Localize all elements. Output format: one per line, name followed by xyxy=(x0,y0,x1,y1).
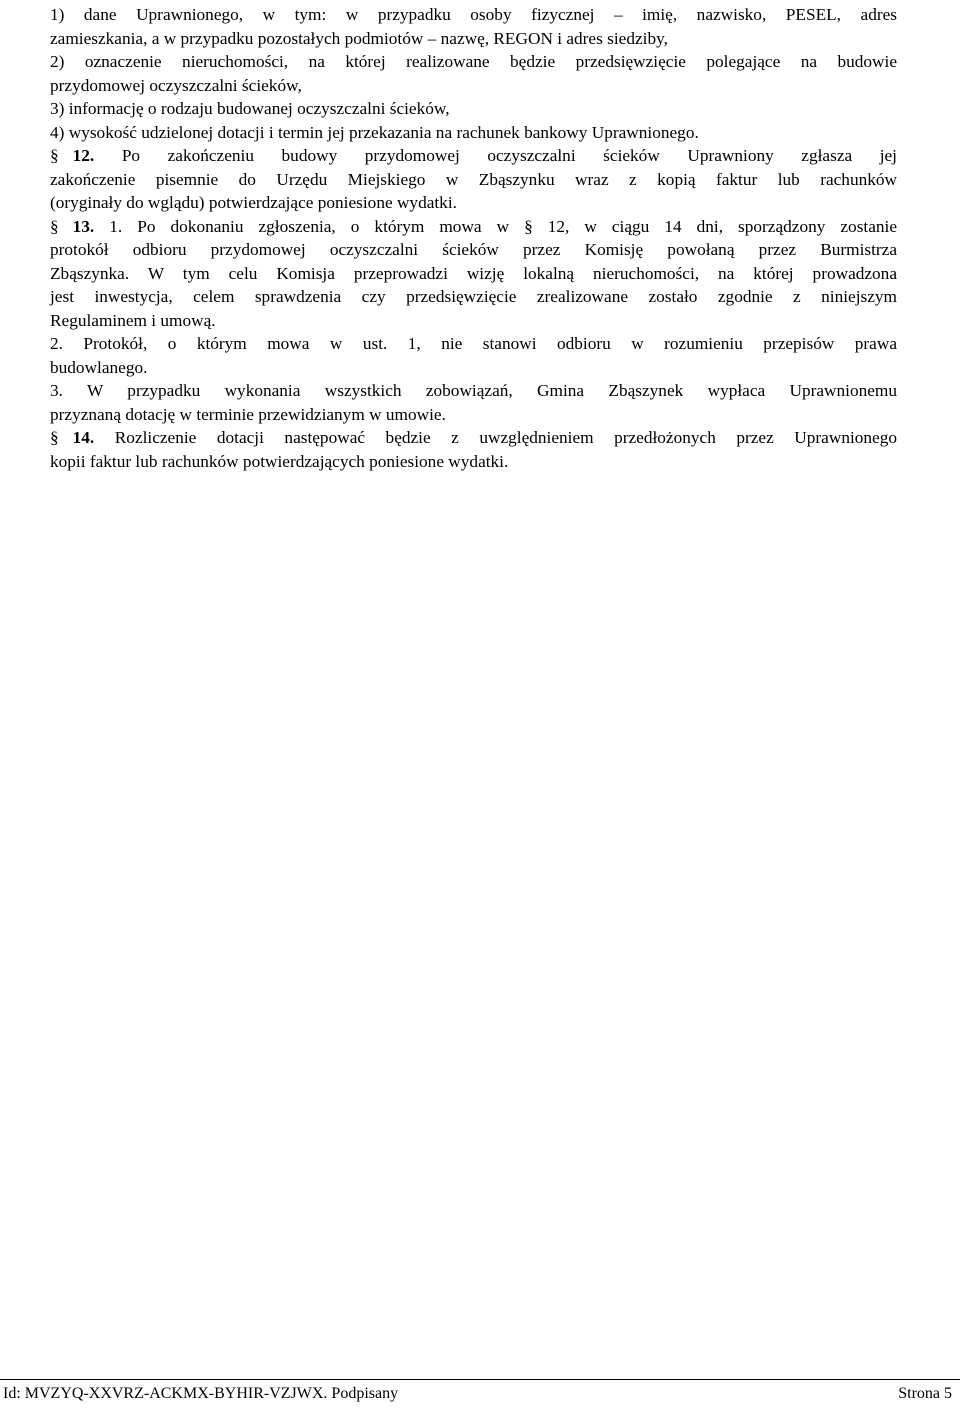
paragraph-line: 4) wysokość udzielonej dotacji i termin jej przekazania na rachunek bankowy Uprawnionego. xyxy=(50,122,699,142)
paragraph-line: jest inwestycja, celem sprawdzenia czy przedsięwzięcie zrealizowane zostało zgodnie z niniejszym xyxy=(50,287,897,306)
paragraph-line: Regulaminem i umową. xyxy=(50,310,216,330)
paragraph-line: Zbąszynka. W tym celu Komisja przeprowadzi wizję lokalną nieruchomości, na której prowadzona xyxy=(50,263,897,283)
paragraph-line: kopii faktur lub rachunków potwierdzających poniesione wydatki. xyxy=(50,451,509,471)
section-text: 1. Po dokonaniu zgłoszenia, o którym mowa w § 12, w ciągu 14 dni, sporządzony zostanie xyxy=(109,216,898,236)
paragraph-line: protokół odbioru przydomowej oczyszczalni ścieków przez Komisję powołaną przez Burmistrza xyxy=(50,240,897,259)
section-number: 13. xyxy=(72,216,95,236)
section-13-line xyxy=(50,215,897,239)
paragraph-line: 2) oznaczenie nieruchomości, na której realizowane będzie przedsięwzięcie polegające na budowie xyxy=(50,52,897,71)
paragraph-line: przyznaną dotację w terminie przewidzianym w umowie. xyxy=(50,404,446,424)
paragraph-line: 3) informację o rodzaju budowanej oczyszczalni ścieków, xyxy=(50,99,450,118)
paragraph-line: przydomowej oczyszczalni ścieków, xyxy=(50,75,302,95)
paragraph-line: 2. Protokół, o którym mowa w ust. 1, nie stanowi odbioru w rozumieniu przepisów prawa xyxy=(50,334,897,353)
paragraph-line: zakończenie pisemnie do Urzędu Miejskiego w Zbąszynku wraz z kopią faktur lub rachunków xyxy=(50,169,897,189)
section-sign: § xyxy=(50,146,59,165)
paragraph-line: 3. W przypadku wykonania wszystkich zobowiązań, Gmina Zbąszynek wypłaca Uprawnionemu xyxy=(50,381,897,400)
document-body xyxy=(50,3,897,473)
section-14-line xyxy=(50,426,897,450)
section-number: 12. xyxy=(72,146,95,165)
section-number: 14. xyxy=(72,428,95,447)
section-sign: § xyxy=(50,216,59,236)
page-footer xyxy=(3,1384,952,1404)
footer-divider xyxy=(0,1379,960,1380)
section-text: Rozliczenie dotacji następować będzie z uwzględnieniem przedłożonych przez Uprawnionego xyxy=(114,428,897,447)
paragraph-line: budowlanego. xyxy=(50,357,148,377)
paragraph-line: (oryginały do wglądu) potwierdzające poniesione wydatki. xyxy=(50,193,457,212)
section-12-line xyxy=(50,144,897,168)
section-text: Po zakończeniu budowy przydomowej oczyszczalni ścieków Uprawniony zgłasza jej xyxy=(121,146,897,165)
document-id: Id: MVZYQ-XXVRZ-ACKMX-BYHIR-VZJWX. Podpisany xyxy=(3,1385,399,1402)
page-number: Strona 5 xyxy=(898,1385,952,1402)
paragraph-line: 1) dane Uprawnionego, w tym: w przypadku osoby fizycznej – imię, nazwisko, PESEL, adres xyxy=(50,5,897,24)
section-sign: § xyxy=(50,428,59,447)
paragraph-line: zamieszkania, a w przypadku pozostałych podmiotów – nazwę, REGON i adres siedziby, xyxy=(50,28,668,48)
